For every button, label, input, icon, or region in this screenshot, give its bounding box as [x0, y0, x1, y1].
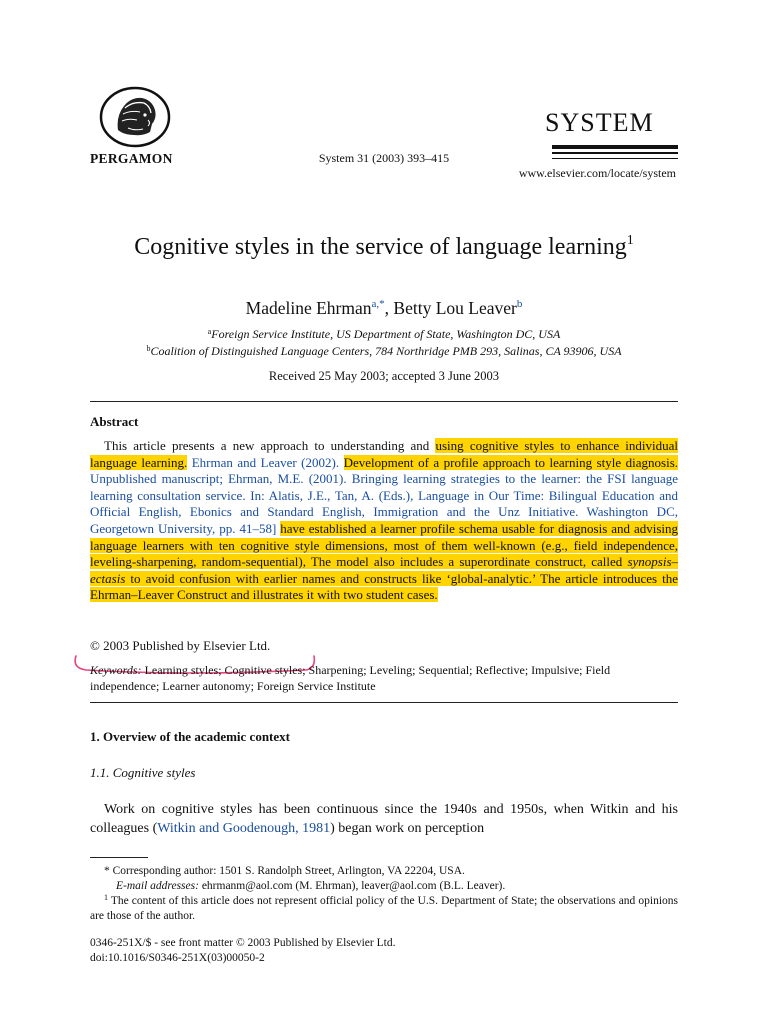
title-footnote-mark[interactable]: 1 [626, 233, 634, 248]
footnote-rule [90, 857, 148, 858]
author-name: Betty Lou Leaver [393, 298, 517, 318]
highlighted-text: using cognitive styles to enhance individual language learning. [90, 438, 678, 470]
abstract-text-span [339, 455, 343, 470]
issn-block [90, 936, 395, 966]
reference-link[interactable]: Ehrman and Leaver (2002). [191, 454, 340, 470]
highlighted-text: to avoid confusion with earlier names and constructs like ‘global-analytic.’ The article introduces the Ehrman–Leaver Construct and illustrates it with two student cases. [90, 570, 678, 603]
affiliation-mark: b [146, 344, 151, 353]
issn-line: 0346-251X/$ - see front matter © 2003 Published by Elsevier Ltd. [90, 937, 396, 949]
publisher-logo [98, 86, 172, 148]
author-list [0, 298, 768, 319]
keywords [90, 662, 678, 694]
citation-link[interactable]: Witkin and Goodenough, 1981 [157, 821, 331, 836]
article-title [100, 232, 668, 262]
footnote-text: Corresponding author: 1501 S. Randolph Street, Arlington, VA 22204, USA. [109, 865, 465, 877]
journal-rule [552, 152, 678, 154]
highlighted-term: synopsis–ectasis [90, 554, 678, 586]
footnote-corresponding [90, 864, 692, 879]
footnote-mark: 1 [104, 893, 108, 902]
copyright-line: © 2003 Published by Elsevier Ltd. [90, 638, 271, 653]
keywords-label: Keywords: [90, 663, 142, 677]
abstract-bottom-rule [90, 702, 678, 703]
reference-link[interactable]: Unpublished manuscript; Ehrman, M.E. (2001). Bringing learning strategies to the learner: the FSI language learning consultation service. In: Alatis, J.E., Tan, A. (Eds.), Language in Our Time: Bilingual Education and Official English, Ebonics and Standard English, Immigration and the Unz Initiative. Washington DC, Georgetown University, pp. 41–58] [90, 471, 678, 536]
keywords-list: Learning styles; Cognitive styles; Sharpening; Leveling; Sequential; Reflective; Impulsive; Field independence; Learner autonomy; Foreign Service Institute [90, 663, 611, 693]
section-heading: 1. Overview of the academic context [90, 729, 290, 744]
abstract-text-span: This article presents a new approach to understanding and [104, 438, 436, 453]
journal-rule [552, 158, 678, 159]
author-name: Madeline Ehrman [245, 298, 372, 318]
footnote-mark: * [104, 865, 110, 877]
body-text: ) began work on perception [330, 821, 485, 836]
body-paragraph [90, 800, 678, 838]
footnote-email [90, 879, 704, 894]
footnote-one [90, 894, 678, 924]
publisher-name: PERGAMON [90, 151, 173, 166]
highlighted-text: have established a learner profile schema usable for diagnosis and advising language learners with ten cognitive style dimensions, most of them well-known (e.g., field independence, leveling-sharpening, random-sequential), The model also includes a superordinate construct, called [90, 520, 679, 570]
affiliation [0, 327, 768, 342]
body-text: Work on cognitive styles has been continuous since the 1940s and 1950s, when Witkin and his colleagues ( [90, 802, 678, 836]
author-affiliation-mark[interactable]: b [516, 298, 523, 310]
affiliation-text: Coalition of Distinguished Language Centers, 784 Northridge PMB 293, Salinas, CA 93906, USA [150, 344, 622, 358]
doi-line[interactable]: doi:10.1016/S0346-251X(03)00050-2 [90, 952, 265, 964]
email-addresses[interactable]: ehrmanm@aol.com (M. Ehrman), leaver@aol.com (B.L. Leaver). [198, 880, 506, 892]
journal-citation: System 31 (2003) 393–415 [318, 151, 450, 165]
journal-rule [552, 145, 678, 149]
article-title-text: Cognitive styles in the service of language learning [134, 234, 627, 260]
author-separator: , [384, 298, 394, 318]
affiliation-mark: a [207, 327, 212, 336]
abstract-text [90, 438, 678, 604]
abstract-top-rule [90, 401, 678, 402]
subsection-heading: 1.1. Cognitive styles [90, 765, 196, 780]
footnote-text: The content of this article does not represent official policy of the U.S. Department of State; the observations and opinions are those of the author. [90, 895, 678, 922]
highlighted-text: Development of a profile approach to learning style diagnosis. [343, 454, 679, 470]
journal-url[interactable]: www.elsevier.com/locate/system [518, 166, 676, 180]
affiliation [0, 344, 768, 359]
journal-title: SYSTEM [545, 108, 654, 137]
email-label: E-mail addresses: [116, 880, 199, 892]
affiliation-text: Foreign Service Institute, US Department of State, Washington DC, USA [211, 327, 561, 341]
author-affiliation-mark[interactable]: a,* [371, 298, 385, 310]
abstract-heading: Abstract [90, 414, 139, 429]
received-dates: Received 25 May 2003; accepted 3 June 2003 [268, 369, 500, 383]
